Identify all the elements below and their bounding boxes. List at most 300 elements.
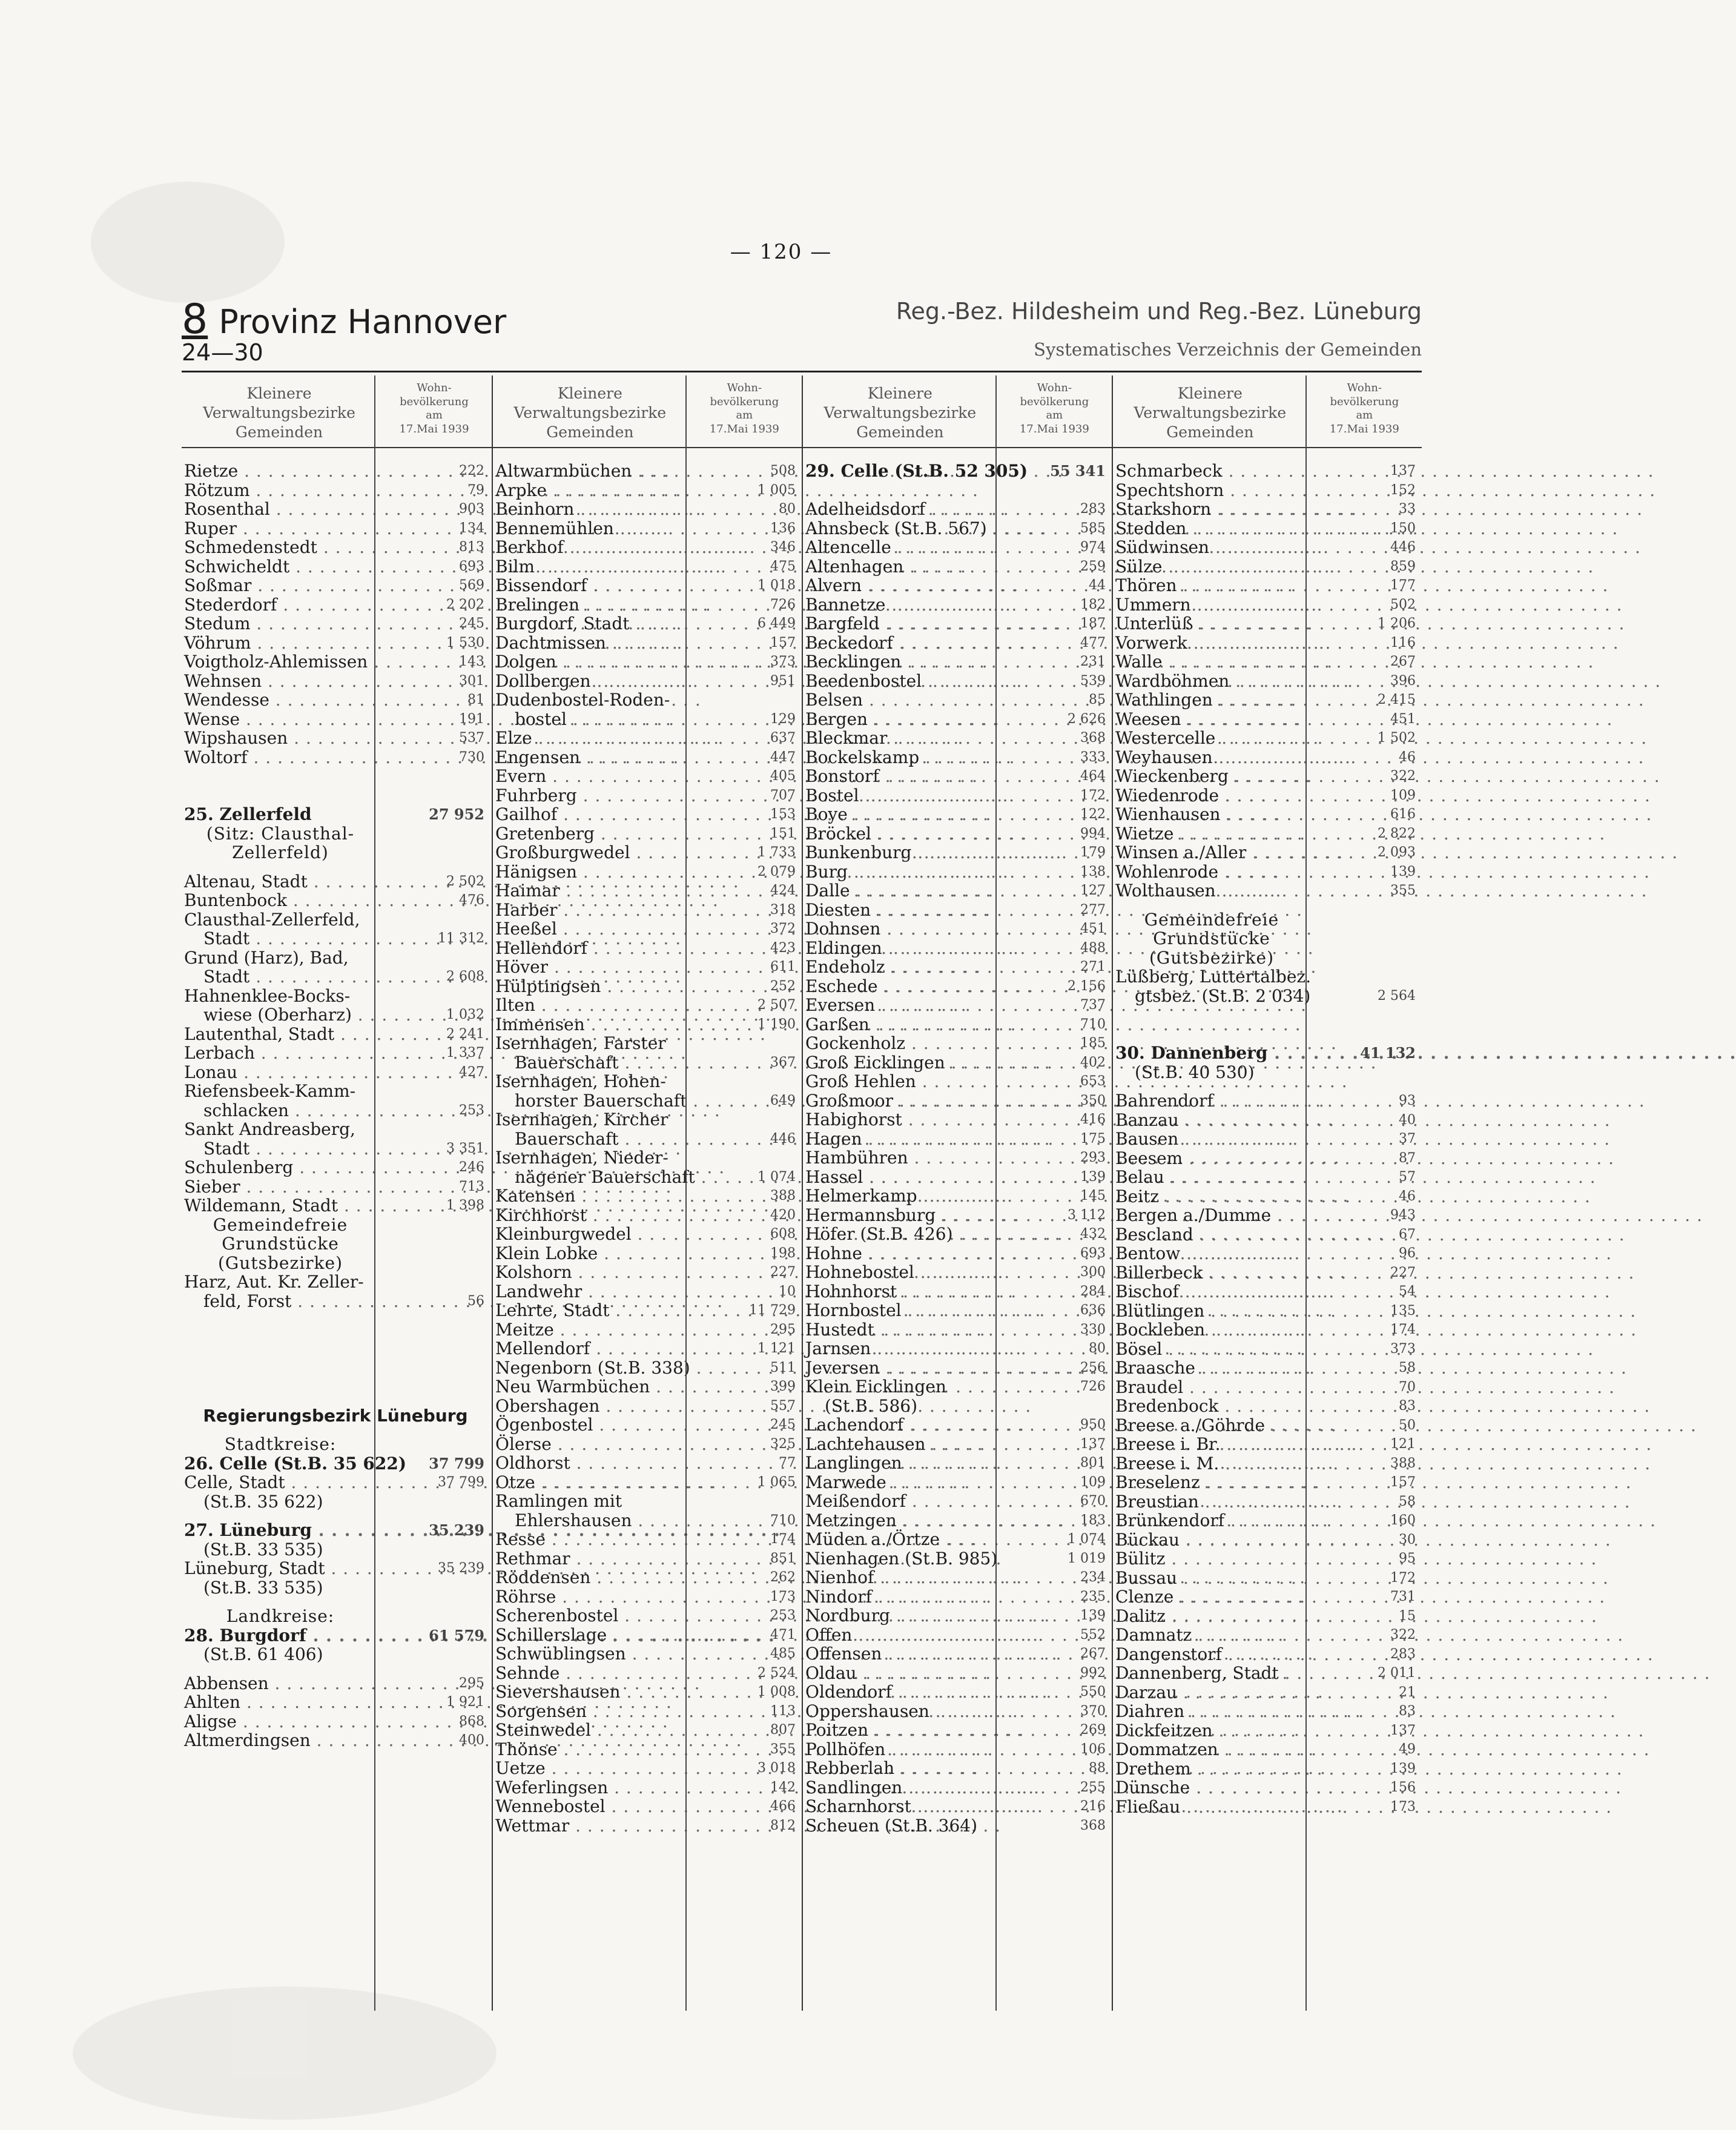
population-value xyxy=(1308,929,1416,948)
gazetteer-row xyxy=(805,824,1109,844)
gazetteer-row xyxy=(184,1234,489,1254)
municipality-name: Breustian . . . xyxy=(1115,1492,1308,1512)
heading-line: Kleinere xyxy=(867,385,932,402)
population-value: 424 xyxy=(770,883,796,898)
municipality-name: Lautenthal, Stadt . . . xyxy=(184,1025,377,1044)
municipality-name: Bösel . . . xyxy=(1115,1340,1308,1359)
municipality-name: Hülptingsen . . . xyxy=(495,977,688,996)
population-value: 611 xyxy=(770,959,796,974)
municipality-name: Hagen . . . xyxy=(805,1129,998,1149)
municipality-name: (Gutsbezirke) xyxy=(1149,947,1274,968)
gazetteer-row xyxy=(805,1263,1109,1282)
municipality-name: Hermannsburg . . . xyxy=(805,1206,998,1225)
gazetteer-row xyxy=(1115,1645,1419,1664)
gazetteer-row xyxy=(805,710,1109,729)
gazetteer-row xyxy=(184,576,489,595)
gazetteer-row xyxy=(805,1129,1109,1149)
gazetteer-row xyxy=(805,1568,1109,1587)
municipality-name: Altmerdingsen . . . xyxy=(184,1731,377,1750)
population-value: 234 xyxy=(1080,1570,1106,1585)
gazetteer-row xyxy=(805,1530,1109,1549)
population-value: 70 xyxy=(1399,1379,1416,1395)
population-value xyxy=(377,1120,484,1139)
municipality-name: Höfer (St.B. 426) . . . xyxy=(805,1225,998,1244)
municipality-name: Altencelle . . . xyxy=(805,538,998,557)
population-value: 253 xyxy=(770,1608,796,1623)
population-value: 231 xyxy=(1080,654,1106,669)
column-2 xyxy=(492,375,802,2011)
municipality-name: Rebberlah . . . xyxy=(805,1759,998,1778)
municipality-name: Bissendorf . . . xyxy=(495,576,688,595)
gazetteer-row xyxy=(184,748,489,767)
population-value: 2 093 xyxy=(1378,845,1416,860)
gazetteer-row xyxy=(495,481,799,500)
gazetteer-row xyxy=(495,1225,799,1244)
municipality-name: Stedden . . . xyxy=(1115,519,1308,538)
municipality-name: horster Bauerschaft . . . xyxy=(495,1091,688,1111)
population-value: 1 530 xyxy=(446,635,484,650)
municipality-name: Evern . . . xyxy=(495,767,688,786)
gazetteer-row xyxy=(495,672,799,691)
population-value: 106 xyxy=(1080,1741,1106,1757)
municipality-name: Landkreise: xyxy=(226,1606,335,1626)
population-value: 368 xyxy=(1080,1817,1106,1833)
gazetteer-row xyxy=(184,1139,489,1159)
population-value: 2 564 xyxy=(1378,988,1416,1004)
municipality-name: (St.B. 586) xyxy=(825,1395,918,1416)
municipality-name: Ruper . . . xyxy=(184,519,377,538)
gazetteer-row xyxy=(184,652,489,672)
row-spacer xyxy=(184,1425,489,1435)
municipality-name: Wense . . . xyxy=(184,710,377,729)
municipality-name: Obershagen . . . xyxy=(495,1397,688,1416)
municipality-name: Damnatz . . . xyxy=(1115,1626,1308,1645)
gazetteer-row xyxy=(805,1492,1109,1511)
gazetteer-row xyxy=(805,1740,1109,1759)
population-value: 511 xyxy=(770,1360,796,1375)
municipality-name: Weyhausen . . . xyxy=(1115,748,1308,767)
municipality-name: wiese (Oberharz) . . . xyxy=(184,1005,377,1025)
row-spacer xyxy=(184,1511,489,1521)
population-value: 2 502 xyxy=(446,873,484,889)
municipality-name: Beitz . . . xyxy=(1115,1187,1308,1206)
population-value: 396 xyxy=(1390,673,1416,689)
gazetteer-row xyxy=(1115,1740,1419,1759)
population-value: 355 xyxy=(770,1741,796,1757)
heading-line: Wohn- xyxy=(727,382,762,394)
population-value: 346 xyxy=(770,540,796,555)
municipality-name: Helmerkamp . . . xyxy=(805,1186,998,1206)
municipality-name: Wendesse . . . xyxy=(184,690,377,710)
population-value: 56 xyxy=(467,1293,484,1309)
municipality-name: Beckedorf . . . xyxy=(805,633,998,653)
municipality-name: Celle, Stadt . . . xyxy=(184,1473,377,1492)
population-value: 83 xyxy=(1399,1398,1416,1414)
gazetteer-row xyxy=(1115,1778,1419,1798)
gazetteer-row xyxy=(495,1511,799,1530)
population-value: 943 xyxy=(1390,1208,1416,1223)
municipality-name: Beinhorn . . . xyxy=(495,500,688,519)
column-3 xyxy=(802,375,1112,2011)
population-value xyxy=(377,1215,484,1235)
municipality-name: Ahnsbeck (St.B. 567) . . . xyxy=(805,519,998,538)
municipality-name: Sehnde . . . xyxy=(495,1664,688,1683)
municipality-name: Offen . . . xyxy=(805,1626,998,1645)
gazetteer-row xyxy=(1115,1549,1419,1569)
population-value: 81 xyxy=(467,692,484,707)
population-value xyxy=(377,1234,484,1254)
municipality-name: Bausen . . . xyxy=(1115,1129,1308,1149)
municipality-name: Vorwerk . . . xyxy=(1115,633,1308,653)
gazetteer-row xyxy=(805,767,1109,786)
municipality-name: (St.B. 35 622) xyxy=(203,1491,323,1512)
population-value: 151 xyxy=(770,825,796,841)
municipality-name: Fuhrberg . . . xyxy=(495,786,688,805)
population-value xyxy=(377,1272,484,1292)
population-value: 222 xyxy=(459,463,484,478)
gazetteer-row xyxy=(805,1301,1109,1320)
population-value: 1 121 xyxy=(757,1341,796,1356)
gazetteer-row xyxy=(1115,1798,1419,1817)
municipality-name: Grundstücke xyxy=(222,1234,339,1254)
population-value: 373 xyxy=(1390,1341,1416,1357)
gazetteer-row xyxy=(184,1292,489,1311)
municipality-name: Hahnenklee-Bocks- xyxy=(184,985,351,1006)
population-value: 318 xyxy=(770,902,796,918)
municipality-name: Bleckmar . . . xyxy=(805,729,998,748)
population-value: 269 xyxy=(1080,1722,1106,1738)
population-value: 6 449 xyxy=(757,616,796,631)
population-value: 859 xyxy=(1390,558,1416,574)
municipality-name: 29. Celle (St.B. 52 305) xyxy=(805,461,1028,481)
gazetteer-row xyxy=(184,500,489,519)
population-column-heading xyxy=(997,375,1112,447)
population-value: 138 xyxy=(1080,864,1106,879)
column-1 xyxy=(182,375,492,2011)
population-value: 139 xyxy=(1390,864,1416,879)
row-spacer xyxy=(184,1597,489,1607)
gazetteer-row xyxy=(495,1626,799,1645)
gazetteer-row xyxy=(1115,1301,1419,1321)
row-spacer xyxy=(184,786,489,805)
gazetteer-row xyxy=(184,557,489,577)
municipality-name: Katensen . . . xyxy=(495,1186,688,1206)
municipality-name: Arpke . . . xyxy=(495,481,688,500)
gazetteer-row xyxy=(495,500,799,519)
municipality-name: Wehnsen . . . xyxy=(184,672,377,691)
gazetteer-row xyxy=(495,1797,799,1816)
population-value: 350 xyxy=(1080,1093,1106,1108)
row-spacer xyxy=(184,1368,489,1387)
gazetteer-row xyxy=(495,1186,799,1206)
municipality-name: Isernhagen, Kircher xyxy=(495,1110,668,1129)
gazetteer-row xyxy=(184,1473,489,1492)
municipality-name: Ögenbostel . . . xyxy=(495,1415,688,1435)
municipality-name: Dannenberg, Stadt . . . xyxy=(1115,1664,1308,1683)
gazetteer-row xyxy=(805,519,1109,538)
population-value: 157 xyxy=(1390,1475,1416,1490)
population-value: 731 xyxy=(1390,1589,1416,1604)
municipality-name: Höver . . . xyxy=(495,958,688,977)
gazetteer-row xyxy=(184,633,489,653)
population-value xyxy=(377,1540,484,1559)
region-title: Reg.-Bez. Hildesheim und Reg.-Bez. Lüneburg xyxy=(896,298,1422,325)
municipality-name: Bockelskamp . . . xyxy=(805,748,998,767)
municipality-name: Wolthausen . . . xyxy=(1115,881,1308,901)
population-value: 35 239 xyxy=(429,1521,484,1539)
gazetteer-row xyxy=(184,1674,489,1693)
municipality-name: Bussau . . . xyxy=(1115,1569,1308,1588)
population-value: 557 xyxy=(770,1398,796,1414)
municipality-name: Sankt Andreasberg, xyxy=(184,1119,355,1139)
population-value: 283 xyxy=(1080,501,1106,517)
population-value: 271 xyxy=(1080,959,1106,974)
municipality-name: Immensen . . . xyxy=(495,1015,688,1034)
gazetteer-row xyxy=(1115,1416,1419,1435)
municipality-name: Burg . . . xyxy=(805,862,998,882)
municipality-name: Stederdorf . . . xyxy=(184,595,377,615)
municipality-name: Bröckel . . . xyxy=(805,824,998,844)
gazetteer-row xyxy=(184,1626,489,1645)
gazetteer-row xyxy=(805,1644,1109,1664)
gazetteer-row xyxy=(184,1044,489,1063)
municipality-name: Riefensbeek-Kamm- xyxy=(184,1081,356,1101)
heading-line: Wohn- xyxy=(417,382,452,394)
population-value: 550 xyxy=(1080,1684,1106,1699)
municipality-name: Burgdorf, Stadt . . . xyxy=(495,614,688,633)
municipality-name: Bergen a./Dumme . . . xyxy=(1115,1206,1308,1225)
gazetteer-row xyxy=(805,595,1109,615)
population-value: 172 xyxy=(1390,1570,1416,1586)
name-column-heading xyxy=(803,375,997,447)
gazetteer-row xyxy=(495,1587,799,1607)
gazetteer-row xyxy=(1115,881,1419,901)
gazetteer-row xyxy=(805,1225,1109,1244)
municipality-name: Landwehr . . . xyxy=(495,1282,688,1301)
municipality-name: Lüßberg, Luttertalbez. xyxy=(1115,967,1312,987)
municipality-name: Klein Eicklingen xyxy=(805,1377,946,1397)
municipality-name: Engensen . . . xyxy=(495,748,688,767)
population-value: 30 xyxy=(1399,1532,1416,1547)
section-subtitle: Systematisches Verzeichnis der Gemeinden xyxy=(1034,339,1422,360)
municipality-name: Sorgensen . . . xyxy=(495,1702,688,1721)
gazetteer-row xyxy=(184,710,489,729)
gazetteer-row xyxy=(495,729,799,748)
gazetteer-row xyxy=(184,1645,489,1664)
gazetteer-row xyxy=(495,1759,799,1778)
population-value: 388 xyxy=(770,1188,796,1203)
population-value: 177 xyxy=(1390,578,1416,593)
municipality-name: Bahrendorf . . . xyxy=(1115,1091,1308,1111)
municipality-name: Langlingen . . . xyxy=(805,1454,998,1473)
population-value: 137 xyxy=(1080,1436,1106,1452)
municipality-name: Walle . . . xyxy=(1115,652,1308,672)
population-column-heading xyxy=(1307,375,1422,447)
gazetteer-row xyxy=(495,958,799,977)
population-value: 156 xyxy=(1390,1780,1416,1795)
municipality-name: Oldau . . . xyxy=(805,1664,998,1683)
gazetteer-row xyxy=(1115,1435,1419,1454)
gazetteer-row xyxy=(184,1272,489,1292)
municipality-name: Nienhof . . . xyxy=(805,1568,998,1587)
municipality-name: Thören . . . xyxy=(1115,576,1308,595)
population-value: 295 xyxy=(459,1675,484,1691)
population-value: 373 xyxy=(770,654,796,669)
population-value: 2 011 xyxy=(1378,1665,1416,1681)
municipality-name: Nindorf . . . xyxy=(805,1587,998,1607)
population-value: 245 xyxy=(770,1417,796,1432)
population-value: 21 xyxy=(1399,1684,1416,1700)
population-value: 185 xyxy=(1080,1036,1106,1051)
population-value: 277 xyxy=(1080,902,1106,918)
gazetteer-row xyxy=(1115,519,1419,538)
municipality-name: Neu Warmbüchen . . . xyxy=(495,1377,688,1397)
population-value: 649 xyxy=(770,1093,796,1108)
population-value: 87 xyxy=(1399,1150,1416,1166)
population-value: 322 xyxy=(1390,769,1416,784)
population-value: 2 415 xyxy=(1378,692,1416,707)
population-value: 139 xyxy=(1390,1761,1416,1776)
heading-line: am xyxy=(426,409,443,422)
gazetteer-row xyxy=(184,891,489,910)
name-column-heading xyxy=(1113,375,1307,447)
municipality-name: Hassel . . . xyxy=(805,1168,998,1187)
heading-line: Kleinere xyxy=(1177,385,1243,402)
municipality-name: Harber . . . xyxy=(495,901,688,920)
gazetteer-row xyxy=(495,1454,799,1473)
population-value: 252 xyxy=(770,978,796,994)
population-value: 488 xyxy=(1080,940,1106,956)
municipality-name: Gockenholz . . . xyxy=(805,1034,998,1053)
municipality-name: Sieber . . . xyxy=(184,1177,377,1197)
heading-line: Gemeinden xyxy=(1166,423,1254,441)
page-number: — 120 — xyxy=(730,240,833,264)
municipality-name: Soßmar . . . xyxy=(184,576,377,595)
gazetteer-row xyxy=(495,767,799,786)
municipality-name: Schwicheldt . . . xyxy=(184,557,377,577)
municipality-name: Wathlingen . . . xyxy=(1115,690,1308,710)
gazetteer-row xyxy=(1115,1683,1419,1702)
gazetteer-row xyxy=(184,1082,489,1101)
municipality-name: Bostel . . . xyxy=(805,786,998,805)
row-spacer xyxy=(184,1349,489,1368)
gazetteer-row xyxy=(495,1740,799,1759)
gazetteer-row xyxy=(1115,1607,1419,1626)
municipality-name: Rötzum . . . xyxy=(184,481,377,500)
gazetteer-row xyxy=(1115,481,1419,500)
population-value: 153 xyxy=(770,807,796,822)
municipality-name: Habighorst . . . xyxy=(805,1110,998,1129)
population-value: 608 xyxy=(770,1226,796,1242)
population-value: 693 xyxy=(459,558,484,574)
population-value: 129 xyxy=(770,711,796,727)
municipality-name: Clausthal-Zellerfeld, xyxy=(184,909,360,930)
gazetteer-row xyxy=(1115,1721,1419,1741)
municipality-name: Sievershausen . . . xyxy=(495,1682,688,1702)
municipality-name: Banzau . . . xyxy=(1115,1111,1308,1130)
population-value: 707 xyxy=(770,787,796,803)
gazetteer-row xyxy=(1115,805,1419,824)
population-value: 368 xyxy=(1080,730,1106,746)
population-value: 80 xyxy=(779,501,796,517)
gazetteer-row xyxy=(1115,1244,1419,1263)
population-value: 466 xyxy=(770,1799,796,1814)
municipality-name: Zellerfeld) xyxy=(232,842,329,862)
municipality-name: Isernhagen, Farster xyxy=(495,1033,666,1053)
municipality-name: Schulenberg . . . xyxy=(184,1158,377,1177)
gazetteer-row xyxy=(1115,1129,1419,1149)
population-value: 183 xyxy=(1080,1512,1106,1528)
population-value: 502 xyxy=(1390,597,1416,612)
gazetteer-row xyxy=(1115,652,1419,672)
gazetteer-row xyxy=(495,652,799,672)
gazetteer-row xyxy=(495,843,799,862)
municipality-name: Bonstorf . . . xyxy=(805,767,998,786)
gazetteer-row xyxy=(1115,690,1419,710)
gazetteer-row xyxy=(495,576,799,595)
gazetteer-row xyxy=(184,1063,489,1082)
population-value: 235 xyxy=(1080,1589,1106,1604)
municipality-name: Bennemühlen . . . xyxy=(495,519,688,538)
municipality-name: Schmedenstedt . . . xyxy=(184,538,377,557)
gazetteer-row xyxy=(184,1540,489,1559)
gazetteer-row xyxy=(184,872,489,891)
municipality-name: Bargfeld . . . xyxy=(805,614,998,633)
population-value: 432 xyxy=(1080,1226,1106,1242)
municipality-name: Ilten . . . xyxy=(495,996,688,1015)
column-header xyxy=(182,375,492,448)
gazetteer-row xyxy=(805,996,1109,1015)
municipality-name: Diesten . . . xyxy=(805,901,998,920)
gazetteer-row xyxy=(805,1053,1109,1073)
gazetteer-row xyxy=(495,633,799,653)
municipality-name: Lüneburg, Stadt . . . xyxy=(184,1559,377,1578)
population-value: 179 xyxy=(1080,845,1106,860)
heading-line: 17.Mai 1939 xyxy=(1019,422,1089,435)
municipality-name: Diahren . . . xyxy=(1115,1702,1308,1721)
gazetteer-row xyxy=(1115,1702,1419,1721)
municipality-name: Kirchhorst . . . xyxy=(495,1206,688,1225)
population-value: 737 xyxy=(1080,997,1106,1013)
municipality-name: nägener Bauerschaft . . . xyxy=(495,1168,688,1187)
population-value: 109 xyxy=(1390,787,1416,803)
gazetteer-row xyxy=(495,786,799,805)
municipality-name: 25. Zellerfeld xyxy=(184,804,312,824)
population-value: 50 xyxy=(1399,1417,1416,1433)
municipality-name: Wildemann, Stadt . . . xyxy=(184,1196,377,1215)
municipality-name: Gretenberg . . . xyxy=(495,824,688,844)
gazetteer-row xyxy=(1115,1263,1419,1283)
municipality-name: Wardböhmen . . . xyxy=(1115,672,1308,691)
municipality-name: bostel . . . xyxy=(495,710,688,729)
gazetteer-row xyxy=(1115,1587,1419,1607)
population-value: 139 xyxy=(1080,1608,1106,1623)
population-value: 137 xyxy=(1390,1722,1416,1738)
gazetteer-row xyxy=(805,461,1109,481)
gazetteer-row xyxy=(805,1415,1109,1435)
population-value: 402 xyxy=(1080,1054,1106,1070)
population-value xyxy=(688,1492,796,1511)
population-value: 54 xyxy=(1399,1284,1416,1299)
population-value: 198 xyxy=(770,1245,796,1261)
gazetteer-row xyxy=(184,672,489,691)
population-value: 11 729 xyxy=(749,1303,796,1318)
gazetteer-row xyxy=(184,1101,489,1120)
gazetteer-row xyxy=(495,1664,799,1683)
municipality-name: Altenau, Stadt . . . xyxy=(184,872,377,891)
municipality-name: Stadt . . . xyxy=(184,967,377,987)
population-value: 851 xyxy=(770,1550,796,1566)
